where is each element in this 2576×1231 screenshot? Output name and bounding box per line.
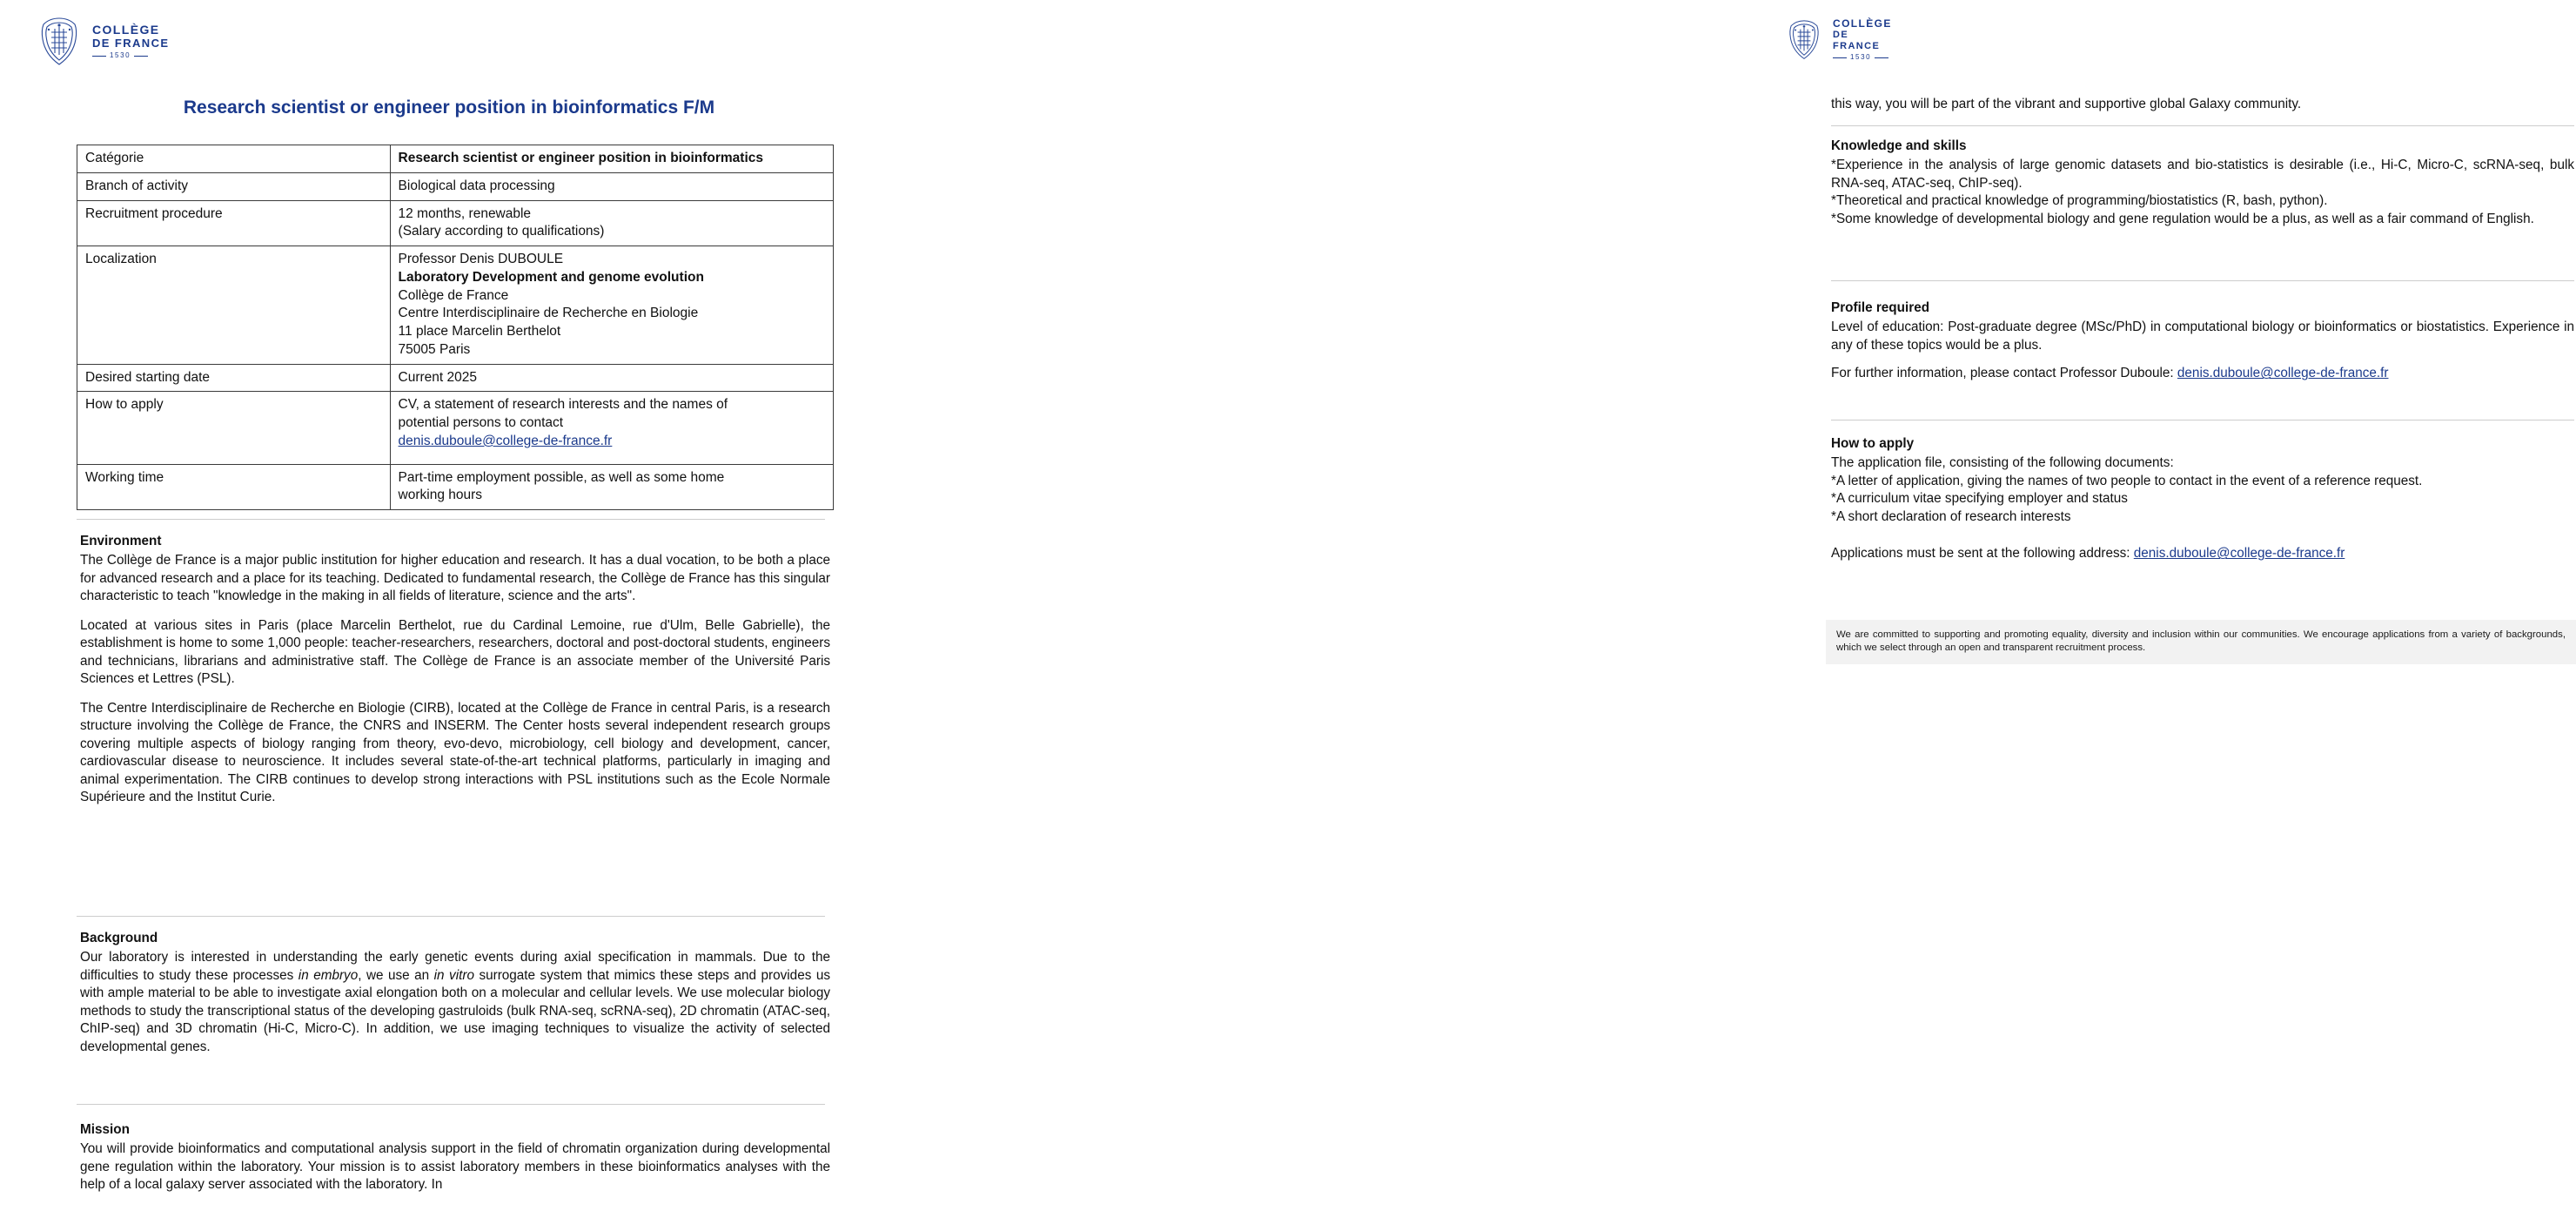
row-label: Desired starting date (77, 364, 391, 392)
table-row (77, 200, 834, 246)
row-value-line: potential persons to contact (398, 415, 564, 431)
row-value: Current 2025 (390, 364, 833, 392)
section-paragraph: *A curriculum vitae specifying employer and status (1831, 491, 2128, 507)
section-paragraph: You will provide bioinformatics and computational analysis support in the field of chromatin organization during developmental gene regulation within the laboratory. Your mission is to assist laboratory members in these bioinformatics analyses with the help of a local galaxy server associated with the laboratory. In (80, 1141, 830, 1193)
logo-line-1: COLLÈGE (1833, 17, 1892, 30)
job-info-table (77, 145, 834, 510)
divider (77, 519, 825, 520)
row-value-line: 75005 Paris (398, 341, 471, 357)
section-paragraph: *Some knowledge of developmental biology and gene regulation would be a plus, as well as a fair command of English. (1831, 211, 2534, 226)
section-paragraph (1831, 365, 2574, 382)
section-continued-text (1831, 96, 2574, 113)
row-label: Working time (77, 464, 391, 510)
logo-wordmark (1833, 18, 1892, 62)
divider (1831, 125, 2574, 126)
college-de-france-crest-icon (1784, 17, 1824, 63)
row-value-line: 12 months, renewable (398, 205, 532, 221)
logo-year: 1530 (110, 51, 131, 60)
section-paragraph: Level of education: Post-graduate degree (MSc/PhD) in computational biology or bioinformatics or biostatistics. Experience in any of these topics would be a plus. (1831, 320, 2574, 353)
text-emphasis: in embryo (298, 967, 359, 983)
row-value: Biological data processing (390, 172, 833, 200)
table-row (77, 145, 834, 173)
table-row (77, 364, 834, 392)
text-emphasis: in vitro (433, 967, 474, 983)
section-paragraph: this way, you will be part of the vibrant and supportive global Galaxy community. (1831, 97, 2302, 111)
text-fragment: , we use an (358, 967, 434, 983)
section-heading: Mission (80, 1122, 130, 1137)
row-value-line: CV, a statement of research interests and the names of (398, 397, 728, 413)
row-label: How to apply (77, 392, 391, 464)
row-value (390, 392, 833, 464)
section-heading: Background (80, 931, 158, 945)
divider (77, 1104, 825, 1105)
logo-header-left (35, 15, 169, 69)
text-fragment: Our laboratory is interested in understanding the early genetic events during axial specification in mammals. Due to the difficulties to study these processes (80, 950, 830, 983)
logo-line-3 (92, 52, 169, 60)
section-heading: How to apply (1831, 436, 1915, 451)
divider (77, 916, 825, 917)
text-fragment: Applications must be sent at the following address: (1831, 546, 2134, 562)
row-value-line: working hours (398, 488, 483, 503)
section-environment (80, 533, 830, 807)
row-value (390, 464, 833, 510)
section-paragraph: *A short declaration of research interests (1831, 508, 2071, 524)
logo-line-2: DE FRANCE (92, 36, 170, 50)
equality-statement: We are committed to supporting and promoting equality, diversity and inclusion within our communities. We encourage applications from a variety of backgrounds, which we select through an open and transparent recruitment process. (1826, 620, 2576, 664)
section-paragraph: *Experience in the analysis of large genomic datasets and bio-statistics is desirable (i.e., Hi-C, Micro-C, scRNA-seq, bulk RNA-seq, ATAC-seq, ChIP-seq). (1831, 158, 2574, 191)
row-label: Catégorie (77, 145, 391, 173)
email-link[interactable]: denis.duboule@college-de-france.fr (398, 433, 613, 448)
email-link[interactable]: denis.duboule@college-de-france.fr (2133, 546, 2345, 562)
section-heading: Knowledge and skills (1831, 138, 1967, 153)
section-knowledge-and-skills (1831, 138, 2574, 228)
section-paragraph: The Collège de France is a major public institution for higher education and research. It has a dual vocation, to be both a place for advanced research and a place for its teaching. Dedicated to fundamental research, the Collège de France has this singular characteristic to teach "knowledge in the making in all fields of literature, science and the arts". (80, 553, 830, 604)
row-value: Research scientist or engineer position in bioinformatics (390, 145, 833, 173)
section-paragraph: The Centre Interdisciplinaire de Recherche en Biologie (CIRB), located at the Collège de France in central Paris, is a research structure involving the Collège de France, the CNRS and INSERM. The Center hosts several independent research groups covering multiple aspects of biology ranging from theory, evo-devo, microbiology, cell biology and development, cancer, cardiovascular disease to neuroscience. It includes several state-of-the-art technical platforms, particularly in imaging and animal experimentation. The CIRB continues to develop strong interactions with PSL institutions such as the Ecole Normale Supérieure and the Institut Curie. (80, 700, 830, 805)
section-paragraph: *A letter of application, giving the names of two people to contact in the event of a reference request. (1831, 473, 2423, 488)
divider (1831, 280, 2574, 281)
section-paragraph (1831, 545, 2574, 562)
email-link[interactable]: denis.duboule@college-de-france.fr (2177, 366, 2389, 381)
logo-header-right (1784, 17, 1892, 63)
section-mission (80, 1121, 830, 1194)
table-row (77, 172, 834, 200)
row-value-line: Part-time employment possible, as well as some home (398, 469, 725, 485)
section-profile-required (1831, 299, 2574, 383)
row-value-line: Laboratory Development and genome evolution (398, 269, 704, 285)
section-how-to-apply (1831, 435, 2574, 563)
logo-line-1: COLLÈGE (92, 22, 160, 37)
text-fragment: For further information, please contact Professor Duboule: (1831, 366, 2177, 381)
row-value-line: Collège de France (398, 287, 509, 303)
college-de-france-crest-icon (35, 15, 84, 69)
section-paragraph: Located at various sites in Paris (place Marcelin Berthelot, rue du Cardinal Lemoine, rue d'Ulm, Belle Gabrielle), the establishment is home to some 1,000 people: teacher-researchers, researchers, doctoral and post-doctoral students, engineers and technicians, librarians and administrative staff. The Collège de France is an associate member of the Université Paris Sciences et Lettres (PSL). (80, 617, 830, 687)
row-value (390, 200, 833, 246)
row-label: Recruitment procedure (77, 200, 391, 246)
table-row (77, 246, 834, 365)
left-page (0, 0, 870, 1231)
row-value-line: Professor Denis DUBOULE (398, 252, 564, 267)
row-value (390, 246, 833, 365)
logo-wordmark (92, 24, 169, 60)
section-heading: Environment (80, 534, 162, 548)
logo-year: 1530 (1850, 53, 1872, 62)
row-value-line: Centre Interdisciplinaire de Recherche en Biologie (398, 306, 699, 321)
right-page (870, 0, 2574, 1231)
logo-line-3 (1833, 54, 1892, 62)
section-paragraph: *Theoretical and practical knowledge of programming/biostatistics (R, bash, python). (1831, 193, 2328, 209)
row-value-line: 11 place Marcelin Berthelot (398, 324, 561, 340)
text-fragment: surrogate system that mimics these steps and provides us with ample material to be able to investigate axial elongation both on a molecular and cellular levels. We use molecular biology methods to study the transcriptional status of the developing gastruloids (bulk RNA-seq, scRNA-seq), 2D chromatin (ATAC-seq, ChIP-seq) and 3D chromatin (Hi-C, Micro-C). In addition, we use imaging techniques to visualize the activity of selected developmental genes. (80, 967, 830, 1054)
section-background (80, 930, 830, 1056)
row-label: Localization (77, 246, 391, 365)
logo-line-2: DE FRANCE (1833, 30, 1881, 51)
section-heading: Profile required (1831, 300, 1930, 315)
section-paragraph (80, 949, 830, 1056)
row-label: Branch of activity (77, 172, 391, 200)
row-value-line: (Salary according to qualifications) (398, 224, 605, 239)
table-row (77, 464, 834, 510)
section-paragraph: The application file, consisting of the following documents: (1831, 455, 2174, 471)
page-title: Research scientist or engineer position in bioinformatics F/M (183, 98, 715, 118)
table-row (77, 392, 834, 464)
